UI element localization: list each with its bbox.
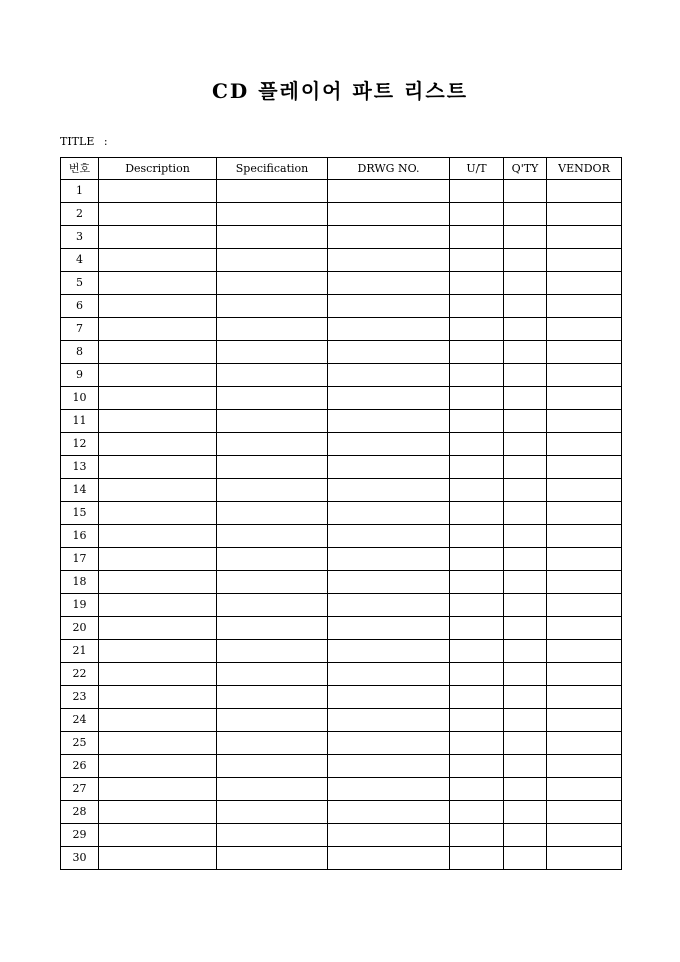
table-row — [61, 410, 622, 433]
table-row — [61, 640, 622, 663]
table-row — [61, 663, 622, 686]
drawing-number-cell — [328, 801, 450, 824]
row-number: 17 — [61, 548, 99, 571]
specification-cell — [217, 341, 328, 364]
unit-cell — [450, 203, 504, 226]
description-cell — [99, 479, 217, 502]
table-row — [61, 433, 622, 456]
drawing-number-cell — [328, 364, 450, 387]
unit-cell — [450, 640, 504, 663]
specification-cell — [217, 617, 328, 640]
quantity-cell — [504, 410, 547, 433]
drawing-number-cell — [328, 456, 450, 479]
row-number: 30 — [61, 847, 99, 870]
unit-cell — [450, 778, 504, 801]
table-row — [61, 778, 622, 801]
vendor-cell — [547, 502, 622, 525]
quantity-cell — [504, 824, 547, 847]
description-cell — [99, 548, 217, 571]
quantity-cell — [504, 778, 547, 801]
quantity-cell — [504, 525, 547, 548]
quantity-cell — [504, 318, 547, 341]
unit-cell — [450, 341, 504, 364]
row-number: 20 — [61, 617, 99, 640]
vendor-cell — [547, 847, 622, 870]
vendor-cell — [547, 732, 622, 755]
unit-cell — [450, 479, 504, 502]
description-cell — [99, 663, 217, 686]
table-header-row — [61, 158, 622, 180]
drawing-number-cell — [328, 686, 450, 709]
vendor-cell — [547, 778, 622, 801]
drawing-number-cell — [328, 548, 450, 571]
table-row — [61, 318, 622, 341]
unit-cell — [450, 686, 504, 709]
vendor-cell — [547, 410, 622, 433]
vendor-cell — [547, 180, 622, 203]
unit-cell — [450, 364, 504, 387]
description-cell — [99, 755, 217, 778]
quantity-cell — [504, 387, 547, 410]
quantity-cell — [504, 479, 547, 502]
row-number: 25 — [61, 732, 99, 755]
quantity-cell — [504, 249, 547, 272]
unit-cell — [450, 755, 504, 778]
vendor-cell — [547, 594, 622, 617]
description-cell — [99, 180, 217, 203]
row-number: 23 — [61, 686, 99, 709]
title-field — [60, 135, 111, 149]
description-cell — [99, 571, 217, 594]
description-cell — [99, 824, 217, 847]
vendor-cell — [547, 571, 622, 594]
unit-cell — [450, 272, 504, 295]
drawing-number-cell — [328, 663, 450, 686]
description-cell — [99, 410, 217, 433]
specification-cell — [217, 594, 328, 617]
table-row — [61, 203, 622, 226]
table-row — [61, 226, 622, 249]
quantity-cell — [504, 226, 547, 249]
description-cell — [99, 387, 217, 410]
specification-cell — [217, 203, 328, 226]
quantity-cell — [504, 180, 547, 203]
drawing-number-cell — [328, 433, 450, 456]
vendor-cell — [547, 755, 622, 778]
description-cell — [99, 847, 217, 870]
quantity-cell — [504, 341, 547, 364]
row-number: 1 — [61, 180, 99, 203]
description-cell — [99, 226, 217, 249]
specification-cell — [217, 226, 328, 249]
drawing-number-cell — [328, 318, 450, 341]
unit-cell — [450, 617, 504, 640]
quantity-cell — [504, 640, 547, 663]
table-body — [61, 180, 622, 870]
specification-cell — [217, 295, 328, 318]
specification-cell — [217, 824, 328, 847]
drawing-number-cell — [328, 594, 450, 617]
vendor-cell — [547, 226, 622, 249]
drawing-number-cell — [328, 709, 450, 732]
header-drawing-number: DRWG NO. — [328, 158, 450, 180]
header-number: 번호 — [61, 158, 99, 180]
specification-cell — [217, 180, 328, 203]
specification-cell — [217, 364, 328, 387]
vendor-cell — [547, 686, 622, 709]
table-row — [61, 525, 622, 548]
page-title: CD 플레이어 파트 리스트 — [211, 79, 469, 103]
description-cell — [99, 318, 217, 341]
description-cell — [99, 203, 217, 226]
vendor-cell — [547, 640, 622, 663]
row-number: 15 — [61, 502, 99, 525]
specification-cell — [217, 433, 328, 456]
description-cell — [99, 778, 217, 801]
specification-cell — [217, 272, 328, 295]
specification-cell — [217, 548, 328, 571]
specification-cell — [217, 686, 328, 709]
table-row — [61, 180, 622, 203]
specification-cell — [217, 732, 328, 755]
row-number: 19 — [61, 594, 99, 617]
quantity-cell — [504, 594, 547, 617]
table-row — [61, 594, 622, 617]
quantity-cell — [504, 364, 547, 387]
description-cell — [99, 502, 217, 525]
row-number: 27 — [61, 778, 99, 801]
description-cell — [99, 249, 217, 272]
unit-cell — [450, 226, 504, 249]
parts-table — [60, 157, 622, 870]
drawing-number-cell — [328, 295, 450, 318]
description-cell — [99, 456, 217, 479]
table-row — [61, 732, 622, 755]
row-number: 24 — [61, 709, 99, 732]
unit-cell — [450, 433, 504, 456]
drawing-number-cell — [328, 525, 450, 548]
quantity-cell — [504, 203, 547, 226]
quantity-cell — [504, 548, 547, 571]
table-row — [61, 456, 622, 479]
drawing-number-cell — [328, 755, 450, 778]
header-description: Description — [99, 158, 217, 180]
specification-cell — [217, 249, 328, 272]
header-specification: Specification — [217, 158, 328, 180]
specification-cell — [217, 755, 328, 778]
specification-cell — [217, 387, 328, 410]
drawing-number-cell — [328, 410, 450, 433]
table-row — [61, 249, 622, 272]
description-cell — [99, 525, 217, 548]
row-number: 10 — [61, 387, 99, 410]
specification-cell — [217, 709, 328, 732]
quantity-cell — [504, 571, 547, 594]
table-row — [61, 847, 622, 870]
quantity-cell — [504, 686, 547, 709]
vendor-cell — [547, 824, 622, 847]
quantity-cell — [504, 456, 547, 479]
quantity-cell — [504, 295, 547, 318]
drawing-number-cell — [328, 272, 450, 295]
specification-cell — [217, 801, 328, 824]
drawing-number-cell — [328, 387, 450, 410]
specification-cell — [217, 525, 328, 548]
drawing-number-cell — [328, 502, 450, 525]
table-row — [61, 272, 622, 295]
row-number: 28 — [61, 801, 99, 824]
vendor-cell — [547, 249, 622, 272]
vendor-cell — [547, 364, 622, 387]
vendor-cell — [547, 341, 622, 364]
quantity-cell — [504, 272, 547, 295]
description-cell — [99, 295, 217, 318]
specification-cell — [217, 456, 328, 479]
table-row — [61, 617, 622, 640]
row-number: 18 — [61, 571, 99, 594]
drawing-number-cell — [328, 180, 450, 203]
drawing-number-cell — [328, 249, 450, 272]
specification-cell — [217, 571, 328, 594]
unit-cell — [450, 732, 504, 755]
title-field-label: TITLE — [60, 135, 95, 148]
unit-cell — [450, 663, 504, 686]
row-number: 5 — [61, 272, 99, 295]
specification-cell — [217, 778, 328, 801]
unit-cell — [450, 410, 504, 433]
table-row — [61, 479, 622, 502]
drawing-number-cell — [328, 640, 450, 663]
drawing-number-cell — [328, 341, 450, 364]
header-vendor: VENDOR — [547, 158, 622, 180]
drawing-number-cell — [328, 226, 450, 249]
row-number: 8 — [61, 341, 99, 364]
specification-cell — [217, 479, 328, 502]
row-number: 13 — [61, 456, 99, 479]
unit-cell — [450, 709, 504, 732]
row-number: 22 — [61, 663, 99, 686]
quantity-cell — [504, 847, 547, 870]
header-unit: U/T — [450, 158, 504, 180]
specification-cell — [217, 663, 328, 686]
drawing-number-cell — [328, 778, 450, 801]
table-row — [61, 341, 622, 364]
description-cell — [99, 617, 217, 640]
description-cell — [99, 686, 217, 709]
row-number: 26 — [61, 755, 99, 778]
quantity-cell — [504, 755, 547, 778]
table-row — [61, 387, 622, 410]
specification-cell — [217, 410, 328, 433]
description-cell — [99, 594, 217, 617]
drawing-number-cell — [328, 203, 450, 226]
unit-cell — [450, 502, 504, 525]
table-row — [61, 686, 622, 709]
drawing-number-cell — [328, 824, 450, 847]
unit-cell — [450, 387, 504, 410]
unit-cell — [450, 180, 504, 203]
row-number: 12 — [61, 433, 99, 456]
quantity-cell — [504, 433, 547, 456]
row-number: 16 — [61, 525, 99, 548]
vendor-cell — [547, 295, 622, 318]
vendor-cell — [547, 387, 622, 410]
row-number: 9 — [61, 364, 99, 387]
unit-cell — [450, 548, 504, 571]
table-row — [61, 502, 622, 525]
unit-cell — [450, 847, 504, 870]
unit-cell — [450, 249, 504, 272]
header-quantity: Q'TY — [504, 158, 547, 180]
drawing-number-cell — [328, 571, 450, 594]
table-row — [61, 801, 622, 824]
vendor-cell — [547, 709, 622, 732]
unit-cell — [450, 801, 504, 824]
table-row — [61, 709, 622, 732]
vendor-cell — [547, 548, 622, 571]
unit-cell — [450, 318, 504, 341]
vendor-cell — [547, 479, 622, 502]
row-number: 3 — [61, 226, 99, 249]
description-cell — [99, 801, 217, 824]
title-field-separator: : — [103, 135, 108, 148]
row-number: 21 — [61, 640, 99, 663]
row-number: 4 — [61, 249, 99, 272]
description-cell — [99, 364, 217, 387]
row-number: 14 — [61, 479, 99, 502]
drawing-number-cell — [328, 732, 450, 755]
description-cell — [99, 433, 217, 456]
quantity-cell — [504, 502, 547, 525]
table-row — [61, 755, 622, 778]
row-number: 6 — [61, 295, 99, 318]
quantity-cell — [504, 709, 547, 732]
table-row — [61, 824, 622, 847]
description-cell — [99, 709, 217, 732]
row-number: 11 — [61, 410, 99, 433]
unit-cell — [450, 594, 504, 617]
row-number: 7 — [61, 318, 99, 341]
vendor-cell — [547, 663, 622, 686]
vendor-cell — [547, 272, 622, 295]
table-row — [61, 571, 622, 594]
quantity-cell — [504, 617, 547, 640]
drawing-number-cell — [328, 479, 450, 502]
specification-cell — [217, 847, 328, 870]
table-row — [61, 295, 622, 318]
vendor-cell — [547, 617, 622, 640]
description-cell — [99, 341, 217, 364]
unit-cell — [450, 456, 504, 479]
unit-cell — [450, 295, 504, 318]
unit-cell — [450, 525, 504, 548]
vendor-cell — [547, 433, 622, 456]
table-row — [61, 548, 622, 571]
specification-cell — [217, 318, 328, 341]
vendor-cell — [547, 801, 622, 824]
unit-cell — [450, 824, 504, 847]
table-row — [61, 364, 622, 387]
drawing-number-cell — [328, 847, 450, 870]
description-cell — [99, 640, 217, 663]
specification-cell — [217, 640, 328, 663]
vendor-cell — [547, 318, 622, 341]
vendor-cell — [547, 456, 622, 479]
vendor-cell — [547, 203, 622, 226]
quantity-cell — [504, 732, 547, 755]
vendor-cell — [547, 525, 622, 548]
description-cell — [99, 732, 217, 755]
row-number: 2 — [61, 203, 99, 226]
quantity-cell — [504, 801, 547, 824]
description-cell — [99, 272, 217, 295]
row-number: 29 — [61, 824, 99, 847]
drawing-number-cell — [328, 617, 450, 640]
unit-cell — [450, 571, 504, 594]
specification-cell — [217, 502, 328, 525]
quantity-cell — [504, 663, 547, 686]
